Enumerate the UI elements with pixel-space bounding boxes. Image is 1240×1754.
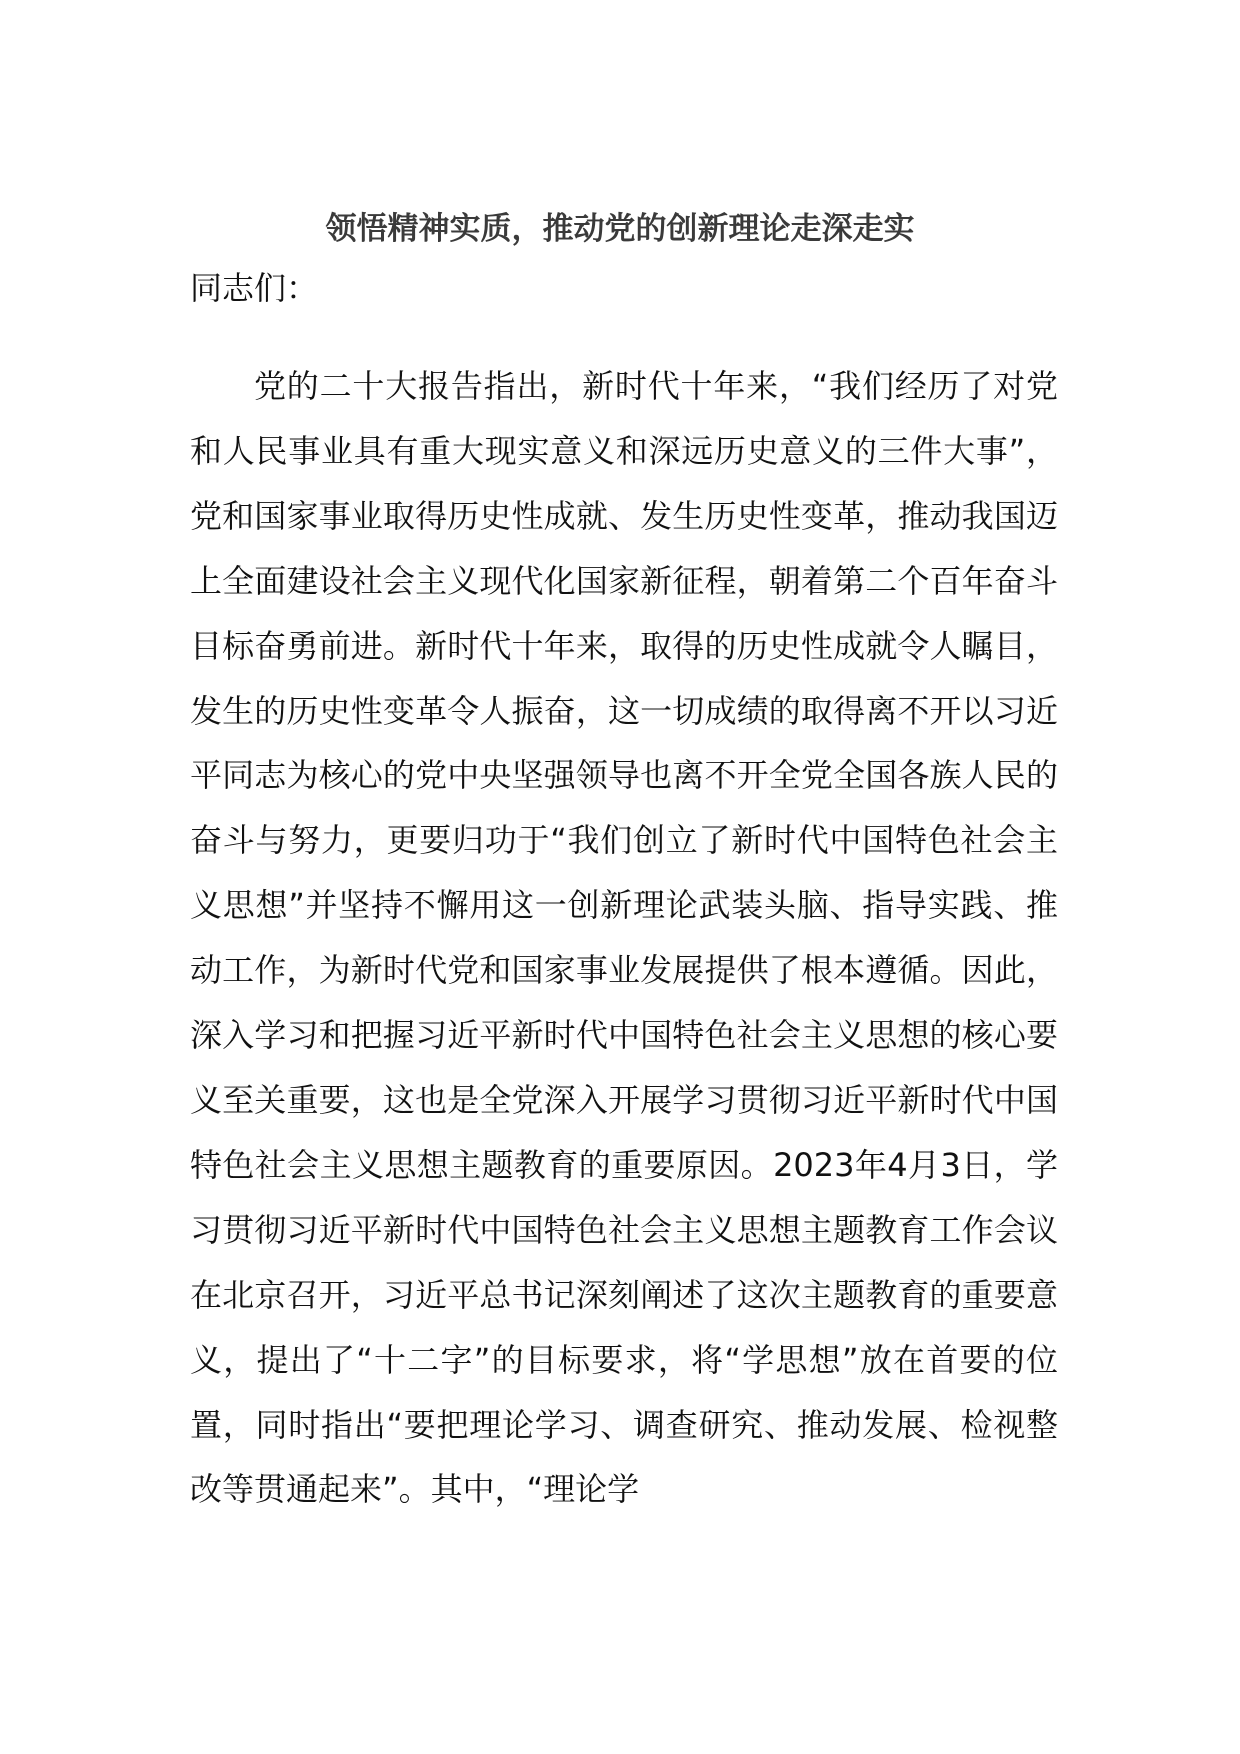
- salutation: 同志们：: [190, 269, 319, 307]
- body-paragraph: 党的二十大报告指出，新时代十年来，“我们经历了对党和人民事业具有重大现实意义和深远历史意义的三件大事”，党和国家事业取得历史性成就、发生历史性变革，推动我国迈上全面建设社会主义现代化国家新征程，朝着第二个百年奋斗目标奋勇前进。新时代十年来，取得的历史性成就令人瞩目，发生的历史性变革令人振奋，这一切成绩的取得离不开以习近平同志为核心的党中央坚强领导也离不开全党全国各族人民的奋斗与努力，更要归功于“我们创立了新时代中国特色社会主义思想”并坚持不懈用这一创新理论武装头脑、指导实践、推动工作，为新时代党和国家事业发展提供了根本遵循。因此，深入学习和把握习近平新时代中国特色社会主义思想的核心要义至关重要，这也是全党深入开展学习贯彻习近平新时代中国特色社会主义思想主题教育的重要原因。2023年4月3日，学习贯彻习近平新时代中国特色社会主义思想主题教育工作会议在北京召开，习近平总书记深刻阐述了这次主题教育的重要意义，提出了“十二字”的目标要求，将“学思想”放在首要的位置，同时指出“要把理论学习、调查研究、推动发展、检视整改等贯通起来”。其中，“理论学: [190, 367, 1058, 1509]
- document-title: 领悟精神实质，推动党的创新理论走深走实: [325, 211, 915, 247]
